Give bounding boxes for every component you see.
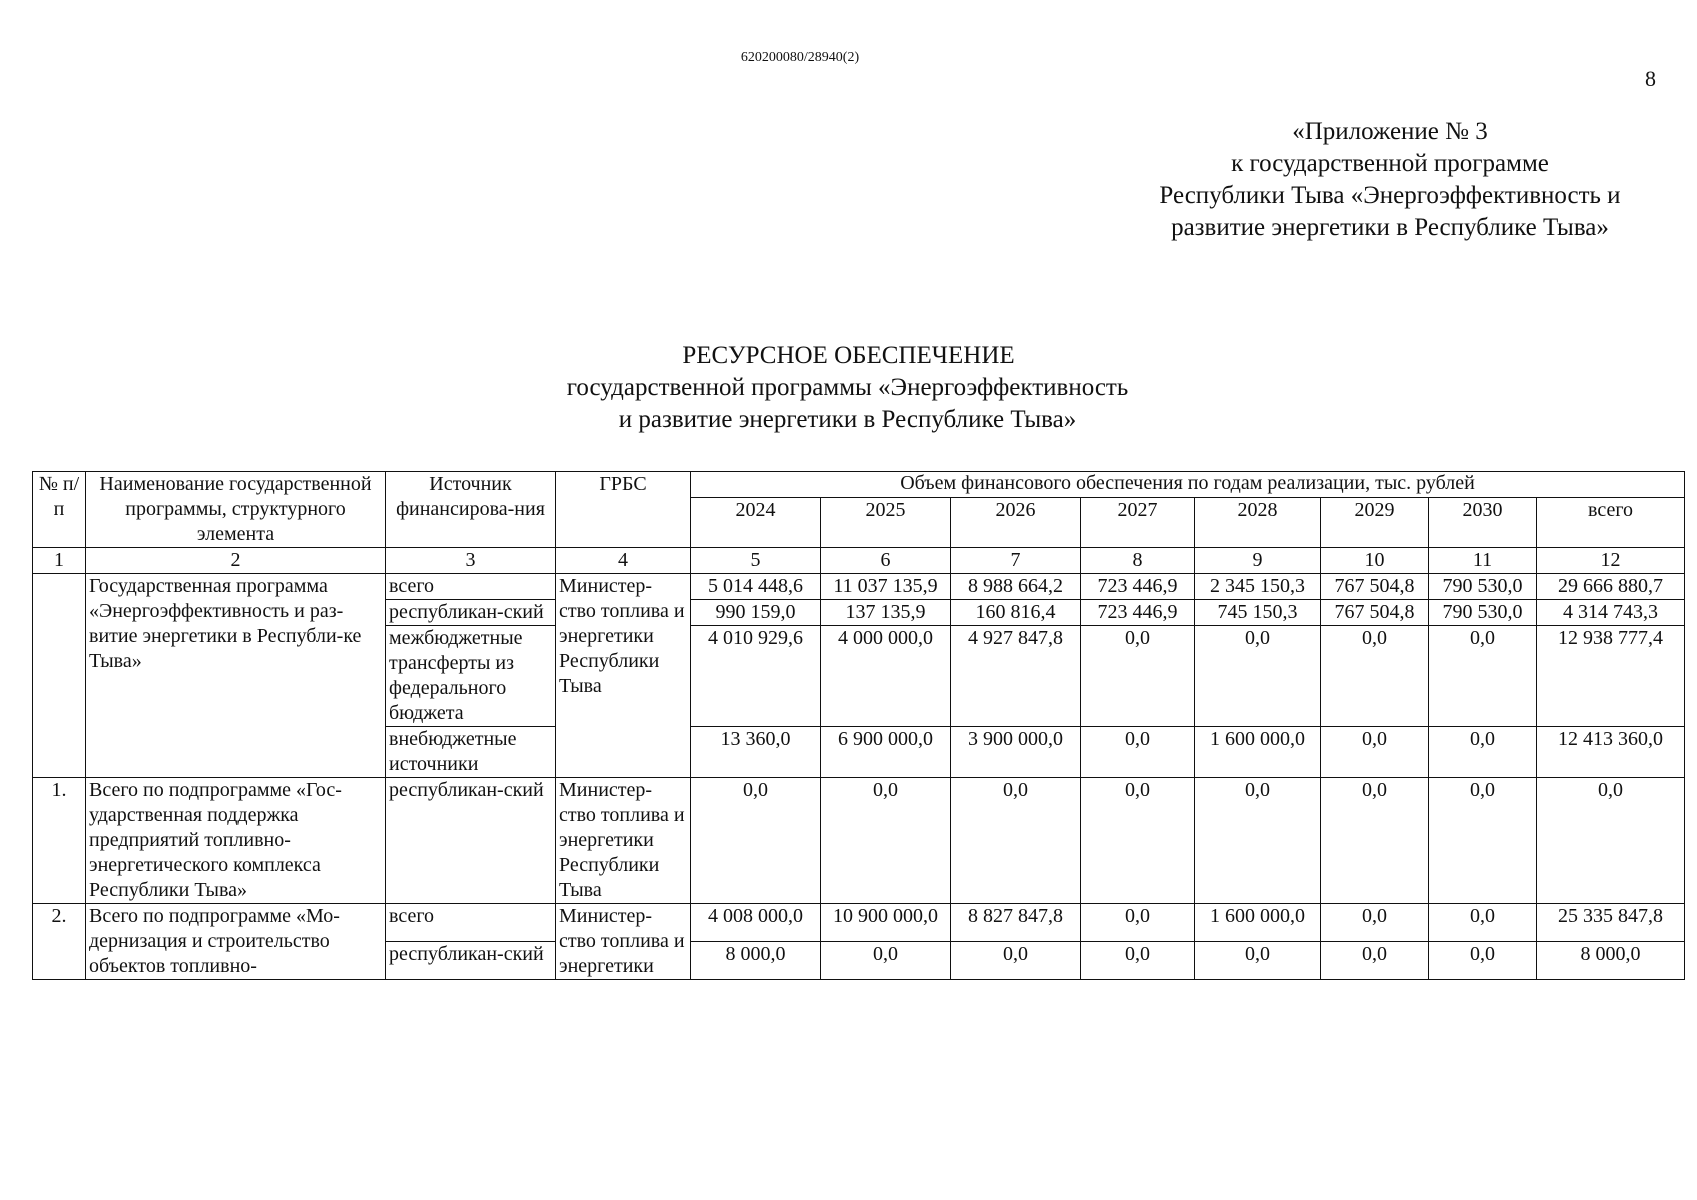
header-year: 2024 <box>691 498 821 548</box>
header-year: 2026 <box>951 498 1081 548</box>
funding-source: республикан-ский <box>386 942 556 980</box>
appendix-line: к государственной программе <box>1231 150 1549 177</box>
row-number: 1. <box>33 778 86 904</box>
year-value: 13 360,0 <box>691 727 821 778</box>
header-num: № п/п <box>33 472 86 548</box>
year-value: 0,0 <box>1429 942 1537 980</box>
year-value: 0,0 <box>1195 778 1321 904</box>
header-grbs: ГРБС <box>556 472 691 548</box>
table-row <box>33 574 1685 600</box>
grbs-cell: Министер-ство топлива и энергетики Республики Тыва <box>556 778 691 904</box>
funding-source: внебюджетные источники <box>386 727 556 778</box>
column-index: 6 <box>821 548 951 574</box>
year-value: 767 504,8 <box>1321 574 1429 600</box>
total-value: 12 413 360,0 <box>1537 727 1685 778</box>
title-line: РЕСУРСНОЕ ОБЕСПЕЧЕНИЕ <box>682 342 1015 369</box>
document-registration-number: 620200080/28940(2) <box>740 50 860 65</box>
column-index: 2 <box>86 548 386 574</box>
row-number: 2. <box>33 904 86 980</box>
year-value: 723 446,9 <box>1081 574 1195 600</box>
table-row <box>33 904 1685 942</box>
header-year: 2027 <box>1081 498 1195 548</box>
year-value: 767 504,8 <box>1321 600 1429 626</box>
year-value: 0,0 <box>1429 626 1537 727</box>
column-index: 4 <box>556 548 691 574</box>
year-value: 0,0 <box>951 778 1081 904</box>
header-row <box>33 472 1685 498</box>
year-value: 745 150,3 <box>1195 600 1321 626</box>
year-value: 0,0 <box>1081 778 1195 904</box>
column-index: 7 <box>951 548 1081 574</box>
appendix-line: развитие энергетики в Республике Тыва» <box>1171 214 1609 241</box>
appendix-line: Республики Тыва «Энергоэффективность и <box>1159 182 1621 209</box>
total-value: 12 938 777,4 <box>1537 626 1685 727</box>
element-name: Всего по подпрограмме «Гос-ударственная поддержка предприятий топливно-энергетического комплекса Республики Тыва» <box>86 778 386 904</box>
year-value: 4 008 000,0 <box>691 904 821 942</box>
column-index-row <box>33 548 1685 574</box>
column-index: 1 <box>33 548 86 574</box>
year-value: 0,0 <box>821 942 951 980</box>
year-value: 0,0 <box>1321 778 1429 904</box>
year-value: 0,0 <box>1321 626 1429 727</box>
funding-source: всего <box>386 904 556 942</box>
header-year: 2025 <box>821 498 951 548</box>
year-value: 8 827 847,8 <box>951 904 1081 942</box>
column-index: 12 <box>1537 548 1685 574</box>
year-value: 6 900 000,0 <box>821 727 951 778</box>
funding-source: межбюджетные трансферты из федерального бюджета <box>386 626 556 727</box>
column-index: 10 <box>1321 548 1429 574</box>
total-value: 4 314 743,3 <box>1537 600 1685 626</box>
element-name: Всего по подпрограмме «Мо-дернизация и строительство объектов топливно- <box>86 904 386 980</box>
page-number: 8 <box>1645 66 1656 91</box>
year-value: 0,0 <box>1321 942 1429 980</box>
row-number <box>33 574 86 778</box>
header-year: 2028 <box>1195 498 1321 548</box>
year-value: 790 530,0 <box>1429 574 1537 600</box>
year-value: 8 000,0 <box>691 942 821 980</box>
year-value: 723 446,9 <box>1081 600 1195 626</box>
total-value: 29 666 880,7 <box>1537 574 1685 600</box>
year-value: 11 037 135,9 <box>821 574 951 600</box>
header-year: 2029 <box>1321 498 1429 548</box>
total-value: 25 335 847,8 <box>1537 904 1685 942</box>
title-line: и развитие энергетики в Республике Тыва» <box>618 406 1077 433</box>
column-index: 11 <box>1429 548 1537 574</box>
year-value: 8 988 664,2 <box>951 574 1081 600</box>
year-value: 0,0 <box>1429 727 1537 778</box>
header-name: Наименование государственной программы, структурного элемента <box>86 472 386 548</box>
year-value: 790 530,0 <box>1429 600 1537 626</box>
column-index: 5 <box>691 548 821 574</box>
year-value: 0,0 <box>1081 626 1195 727</box>
grbs-cell: Министер-ство топлива и энергетики Республики Тыва <box>556 574 691 778</box>
grbs-cell: Министер-ство топлива и энергетики <box>556 904 691 980</box>
year-value: 0,0 <box>1195 626 1321 727</box>
year-value: 0,0 <box>1321 727 1429 778</box>
year-value: 4 927 847,8 <box>951 626 1081 727</box>
year-value: 3 900 000,0 <box>951 727 1081 778</box>
year-value: 0,0 <box>1429 904 1537 942</box>
funding-source: всего <box>386 574 556 600</box>
year-value: 10 900 000,0 <box>821 904 951 942</box>
title-line: государственной программы «Энергоэффективность <box>566 374 1129 401</box>
element-name: Государственная программа «Энергоэффективность и раз-витие энергетики в Республи-ке Тыва» <box>86 574 386 778</box>
year-value: 0,0 <box>1081 942 1195 980</box>
year-value: 0,0 <box>1429 778 1537 904</box>
year-value: 1 600 000,0 <box>1195 727 1321 778</box>
header-year: 2030 <box>1429 498 1537 548</box>
column-index: 8 <box>1081 548 1195 574</box>
year-value: 0,0 <box>1321 904 1429 942</box>
year-value: 990 159,0 <box>691 600 821 626</box>
year-value: 4 000 000,0 <box>821 626 951 727</box>
total-value: 8 000,0 <box>1537 942 1685 980</box>
year-value: 0,0 <box>1081 727 1195 778</box>
funding-source: республикан-ский <box>386 600 556 626</box>
year-value: 1 600 000,0 <box>1195 904 1321 942</box>
table-row <box>33 778 1685 904</box>
header-source: Источник финансирова-ния <box>386 472 556 548</box>
year-value: 0,0 <box>1195 942 1321 980</box>
year-value: 137 135,9 <box>821 600 951 626</box>
year-value: 0,0 <box>691 778 821 904</box>
year-value: 0,0 <box>821 778 951 904</box>
appendix-line: «Приложение № 3 <box>1292 118 1488 145</box>
header-total: всего <box>1537 498 1685 548</box>
year-value: 2 345 150,3 <box>1195 574 1321 600</box>
year-value: 0,0 <box>951 942 1081 980</box>
funding-source: республикан-ский <box>386 778 556 904</box>
appendix-reference <box>1100 116 1680 244</box>
header-volume: Объем финансового обеспечения по годам реализации, тыс. рублей <box>691 472 1685 498</box>
total-value: 0,0 <box>1537 778 1685 904</box>
column-index: 9 <box>1195 548 1321 574</box>
year-value: 5 014 448,6 <box>691 574 821 600</box>
resource-table <box>32 471 1685 980</box>
column-index: 3 <box>386 548 556 574</box>
year-value: 160 816,4 <box>951 600 1081 626</box>
document-title <box>0 340 1697 436</box>
year-value: 4 010 929,6 <box>691 626 821 727</box>
year-value: 0,0 <box>1081 904 1195 942</box>
